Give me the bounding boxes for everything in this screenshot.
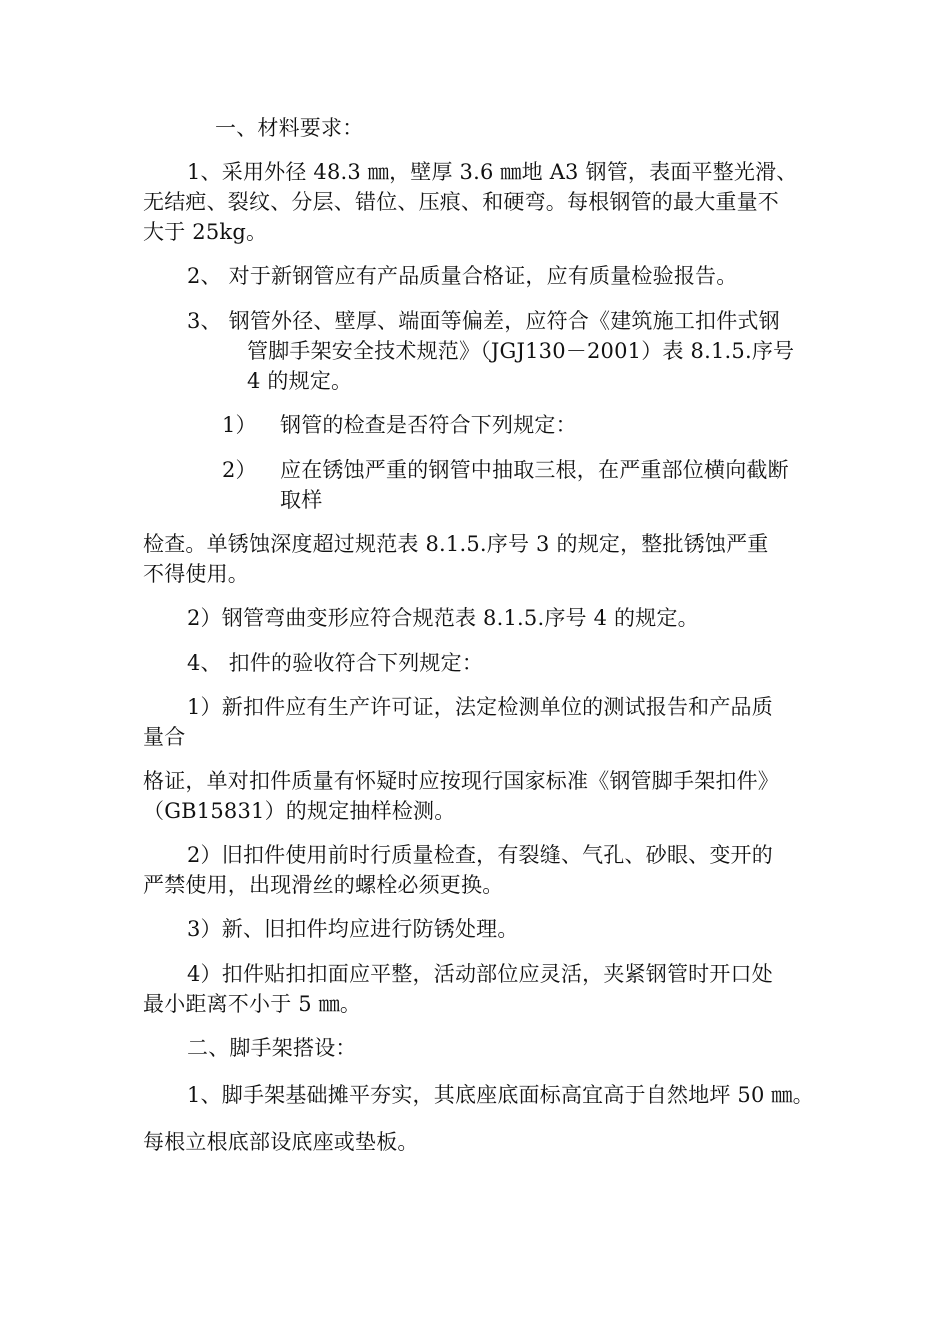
paragraph-line: 4 的规定。	[247, 369, 353, 393]
paragraph-line: 2）旧扣件使用前时行质量检查，有裂缝、气孔、砂眼、变开的	[187, 843, 773, 867]
paragraph-line: 2、 对于新钢管应有产品质量合格证，应有质量检验报告。	[187, 264, 738, 288]
paragraph-line: 1、采用外径 48.3 ㎜，壁厚 3.6 ㎜地 A3 钢管，表面平整光滑、	[187, 160, 798, 184]
list-item-text: 取样	[280, 488, 323, 512]
list-item-text: 应在锈蚀严重的钢管中抽取三根，在严重部位横向截断	[280, 458, 789, 482]
list-marker: 1）	[222, 413, 257, 437]
paragraph-line: 格证，单对扣件质量有怀疑时应按现行国家标准《钢管脚手架扣件》	[143, 769, 779, 793]
paragraph-line: 4）扣件贴扣扣面应平整，活动部位应灵活，夹紧钢管时开口处	[187, 962, 773, 986]
paragraph-line: 3）新、旧扣件均应进行防锈处理。	[187, 917, 519, 941]
paragraph-line: （GB15831）的规定抽样检测。	[143, 799, 456, 823]
paragraph-line: 管脚手架安全技术规范》（JGJ130－2001）表 8.1.5.序号	[247, 339, 795, 363]
list-marker: 2）	[222, 458, 257, 482]
paragraph-line: 1、脚手架基础摊平夯实，其底座底面标高宜高于自然地坪 50 ㎜。	[187, 1083, 814, 1107]
paragraph-line: 3、 钢管外径、壁厚、端面等偏差，应符合《建筑施工扣件式钢	[187, 309, 780, 333]
paragraph-line: 最小距离不小于 5 ㎜。	[143, 992, 362, 1016]
paragraph-line: 1）新扣件应有生产许可证，法定检测单位的测试报告和产品质	[187, 695, 773, 719]
paragraph-line: 检查。单锈蚀深度超过规范表 8.1.5.序号 3 的规定，整批锈蚀严重	[143, 532, 769, 556]
paragraph-line: 每根立根底部设底座或垫板。	[143, 1130, 419, 1154]
paragraph-line: 无结疤、裂纹、分层、错位、压痕、和硬弯。每根钢管的最大重量不	[143, 190, 779, 214]
paragraph-line: 不得使用。	[143, 562, 249, 586]
paragraph-line: 大于 25kg。	[143, 220, 268, 244]
paragraph-line: 2）钢管弯曲变形应符合规范表 8.1.5.序号 4 的规定。	[187, 606, 699, 630]
paragraph-line: 严禁使用，出现滑丝的螺栓必须更换。	[143, 873, 504, 897]
section-heading-scaffold: 二、脚手架搭设：	[187, 1036, 357, 1060]
paragraph-line: 4、 扣件的验收符合下列规定：	[187, 651, 484, 675]
section-heading-materials: 一、材料要求：	[215, 116, 364, 140]
paragraph-line: 量合	[143, 725, 186, 749]
list-item-text: 钢管的检查是否符合下列规定：	[280, 413, 577, 437]
